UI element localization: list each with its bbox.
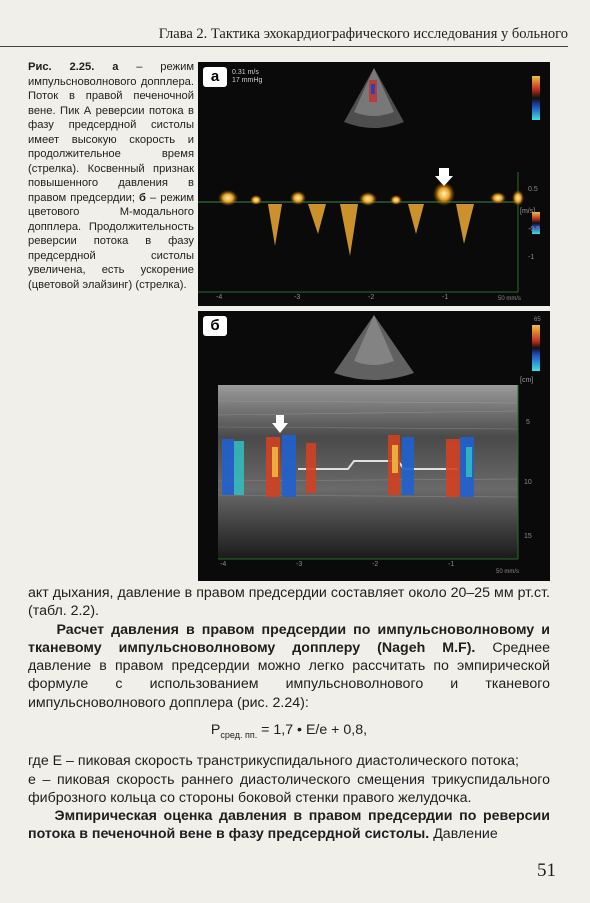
paragraph-3-text: Давление bbox=[429, 826, 498, 843]
pw-doppler-image bbox=[198, 62, 550, 306]
definition-E: где E – пиковая скорость транстрикуспидального диастолического потока; bbox=[28, 753, 519, 770]
page-number: 51 bbox=[537, 860, 556, 881]
definition-e: е – пиковая скорость раннего диастолического смещения трикуспидального фиброзного кольца со стороны боковой стенки правого желудочка. bbox=[28, 771, 550, 806]
velocity-readout bbox=[232, 69, 262, 85]
depth-tick-b-1: 5 bbox=[526, 419, 530, 426]
body-text bbox=[28, 584, 550, 844]
tick-a-2: -0.5 bbox=[528, 226, 541, 233]
time-tick-b-1: -4 bbox=[220, 561, 227, 568]
figure-panel-b bbox=[198, 311, 550, 581]
paragraph-2 bbox=[28, 621, 550, 712]
paragraph-2-heading: Расчет давления в правом предсердии по импульсноволновому и тканевому импульсноволновому допплеру (Nageh M.F). bbox=[28, 621, 550, 656]
caption-a-text: – режим импульсноволнового допплера. Поток в правой печеночной вене. Пик А реверсии потока в фазу предсердной систолы имеет высокую скорость и продолжительное время (стрелка). Косвенный признак повышенного давления в правом предсердии; bbox=[28, 61, 195, 204]
figure-panel-a bbox=[198, 62, 550, 306]
panel-a-label: а bbox=[203, 67, 227, 87]
figure-label: Рис. 2.25. bbox=[28, 61, 95, 73]
pressure-value: 17 mmHg bbox=[232, 77, 263, 84]
velocity-value: 0.31 m/s bbox=[232, 69, 259, 76]
caption-b-text: – режим цветового М-модального допплера. Продолжительность реверсии потока в фазу предсердной систолы увеличена, есть ускорение (цветовой элайзинг) (стрелка). bbox=[28, 191, 195, 291]
tick-a-3: -1 bbox=[528, 254, 535, 261]
unit-label-a: [m/s] bbox=[520, 208, 536, 215]
paragraph-3 bbox=[28, 807, 550, 844]
tick-a-1: 0.5 bbox=[528, 186, 538, 193]
formula-subscript: сред. пп. bbox=[220, 729, 258, 740]
caption-b-label: б bbox=[139, 191, 146, 204]
time-tick-a-2: -3 bbox=[294, 294, 301, 301]
caption-a-label: а bbox=[112, 61, 119, 73]
time-tick-b-4: -1 bbox=[448, 561, 455, 568]
time-tick-b-3: -2 bbox=[372, 561, 379, 568]
unit-label-b: [cm] bbox=[520, 377, 534, 384]
color-m-mode-image bbox=[198, 311, 550, 581]
running-header: Глава 2. Тактика эхокардиографического исследования у больного bbox=[0, 22, 568, 47]
paragraph-2-text: Среднее давление в правом предсердии можно легко рассчитать по эмпирической формуле с использованием импульсноволнового и тканевого импульсноволнового допплера (рис. 2.24): bbox=[28, 639, 550, 711]
panel-b-label: б bbox=[203, 316, 227, 336]
formula bbox=[28, 721, 550, 744]
color-scale-top-b: 65 bbox=[534, 317, 541, 323]
depth-tick-b-3: 15 bbox=[524, 533, 532, 540]
time-tick-a-4: -1 bbox=[442, 294, 449, 301]
time-tick-a-1: -4 bbox=[216, 294, 223, 301]
depth-tick-b-2: 10 bbox=[524, 479, 532, 486]
paragraph-1: акт дыхания, давление в правом предсердии составляет около 20–25 мм рт.ст. (табл. 2.2). bbox=[28, 585, 550, 620]
time-tick-a-3: -2 bbox=[368, 294, 375, 301]
sweep-speed-b: 50 mm/s bbox=[496, 569, 520, 575]
paragraph-3-heading: Эмпирическая оценка давления в правом предсердии по реверсии потока в печеночной вене в фазу предсердной систолы. bbox=[28, 808, 550, 843]
formula-lhs: P bbox=[210, 722, 221, 739]
figure-caption bbox=[28, 60, 194, 292]
time-tick-b-2: -3 bbox=[296, 561, 303, 568]
formula-rhs: = 1,7 • E/e + 0,8, bbox=[257, 722, 368, 739]
sweep-speed-a: 50 mm/s bbox=[498, 296, 522, 302]
